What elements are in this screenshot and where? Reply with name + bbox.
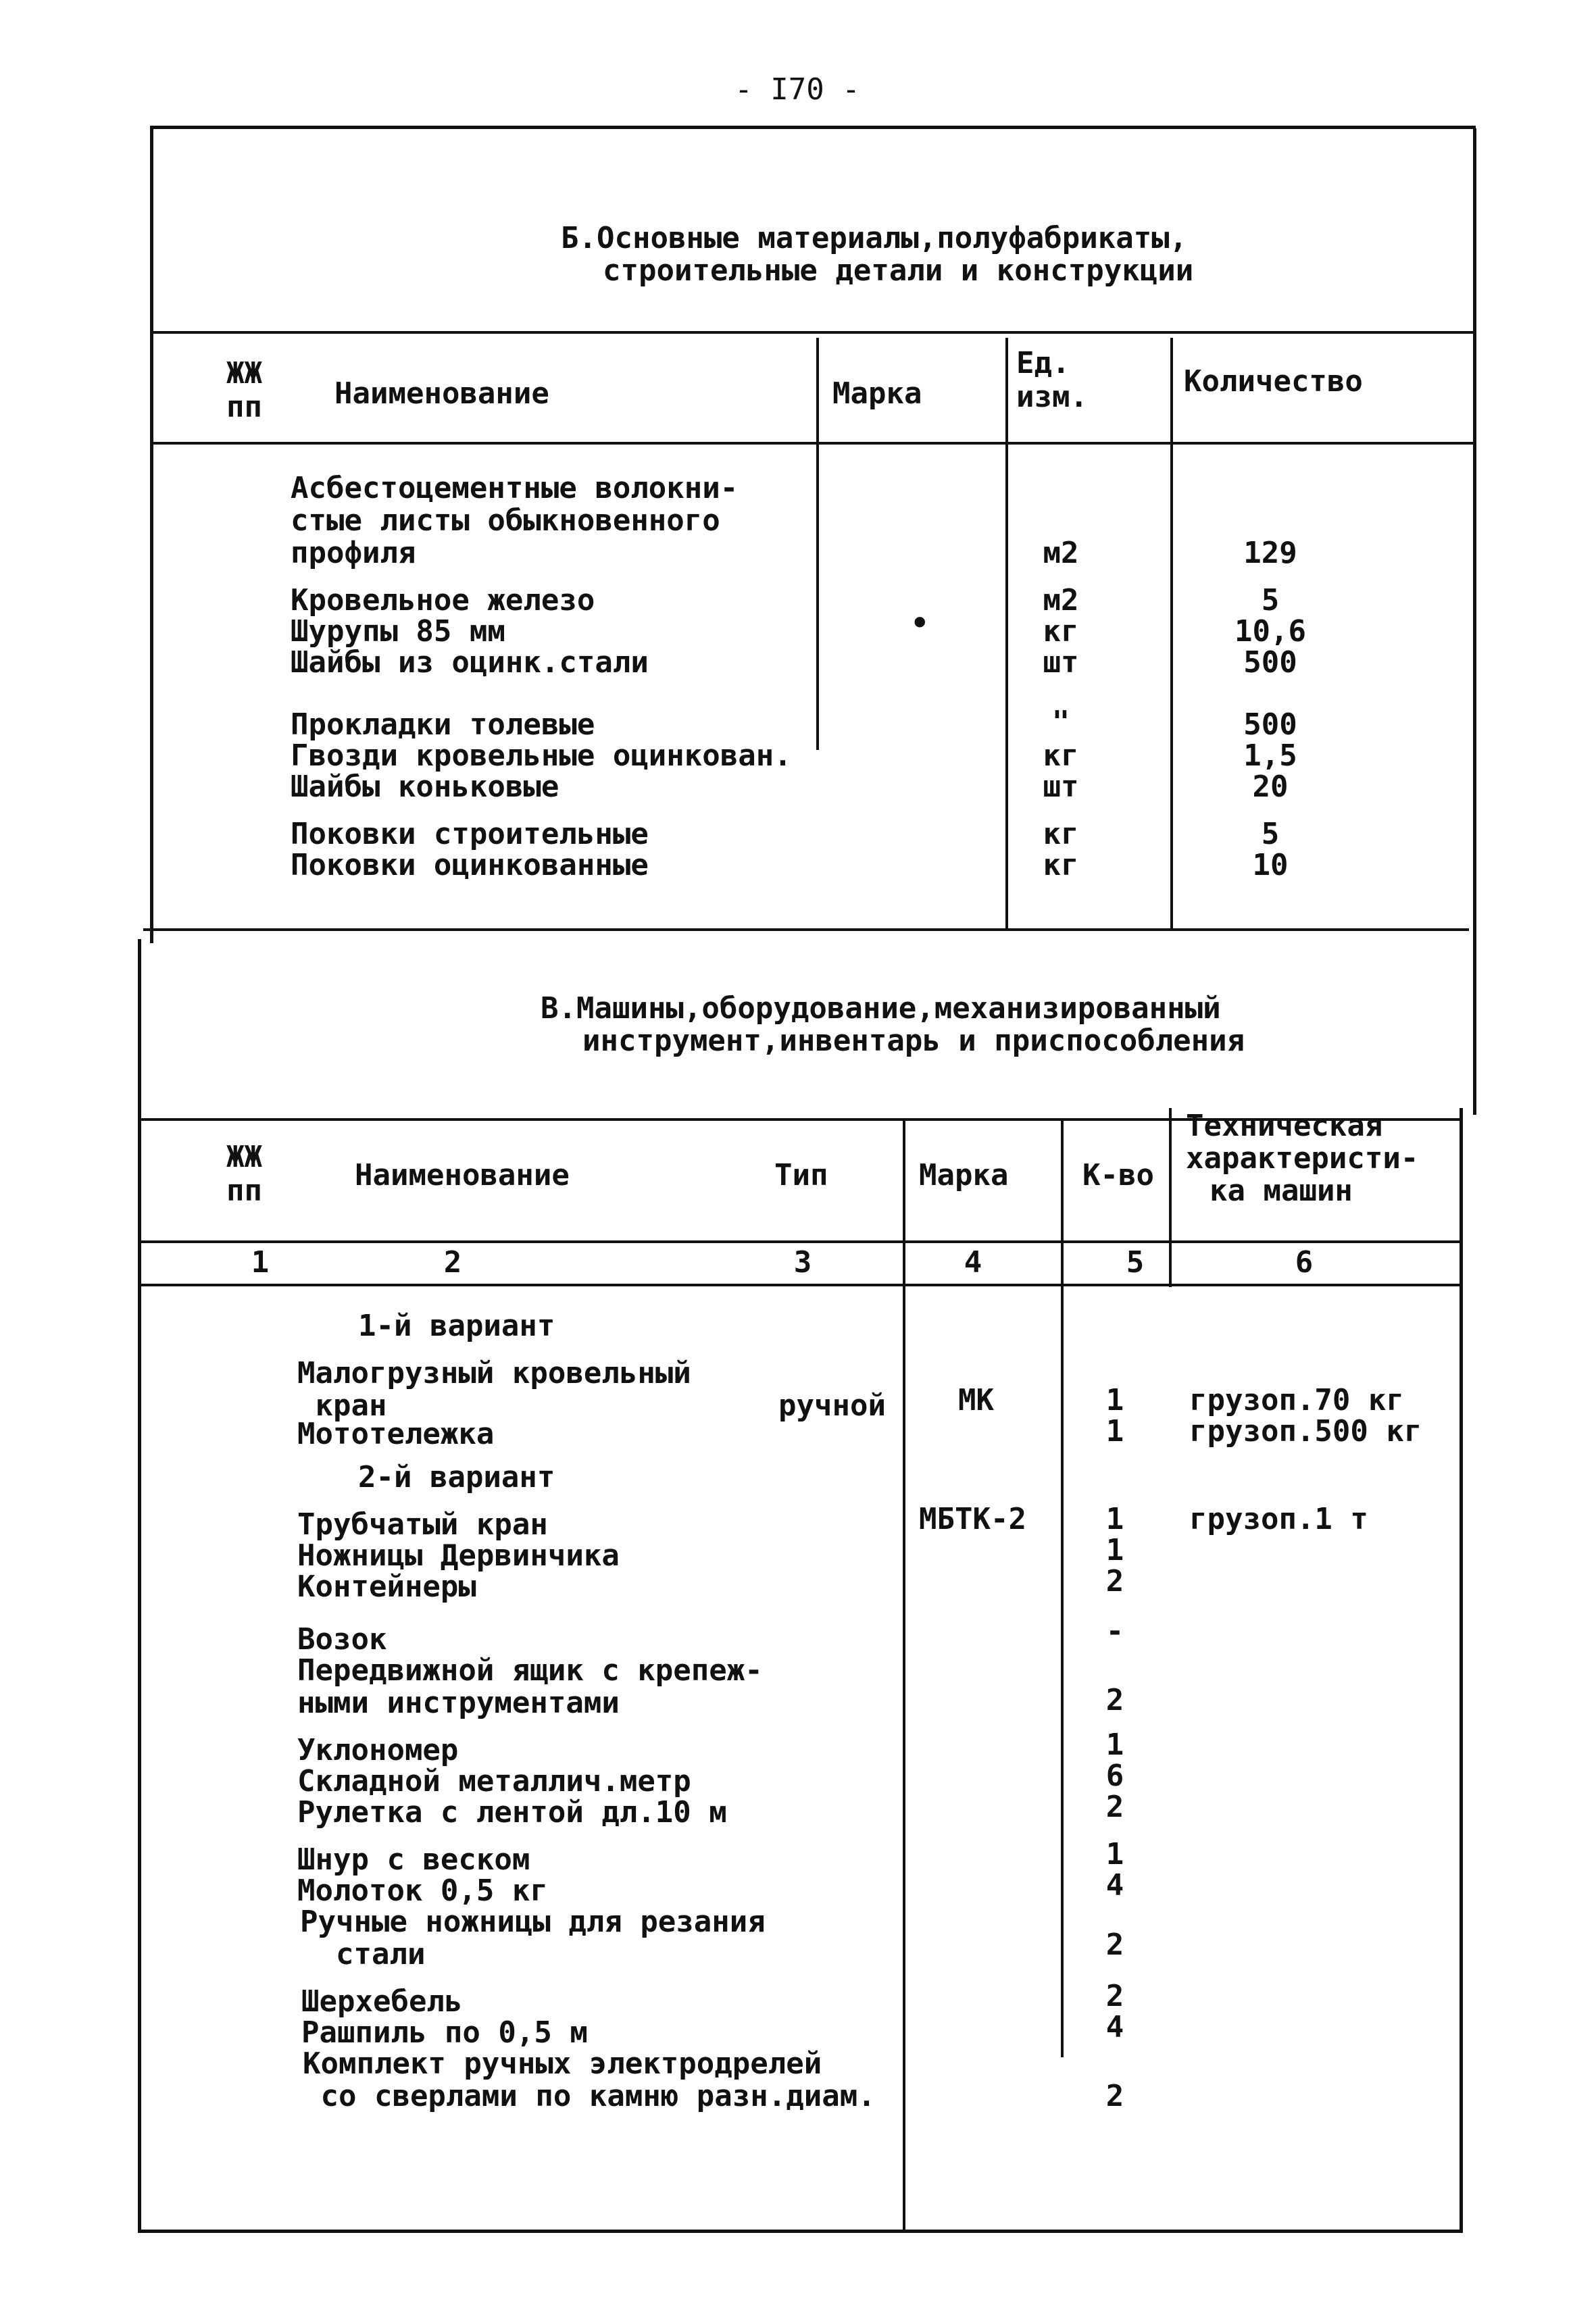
section-b-col-sep-2 <box>1005 338 1008 928</box>
section-b-title-line1: Б.Основные материалы,полуфабрикаты, <box>561 221 1188 255</box>
item-unit: шт <box>1043 645 1079 680</box>
item-qty: 4 <box>1105 1868 1124 1903</box>
item-qty: 1 <box>1105 1533 1124 1567</box>
section-v-header-tech-l2: характеристи- <box>1186 1141 1419 1176</box>
section-v-header-name: Наименование <box>355 1158 570 1192</box>
item-name-line: Гвозди кровельные оцинкован. <box>291 738 792 773</box>
section-b-header-unit-l1: Ед. <box>1016 346 1070 380</box>
column-number: 1 <box>251 1245 270 1280</box>
item-name-line: Кровельное железо <box>291 583 595 618</box>
item-type: ручной <box>778 1388 886 1423</box>
section-v-col-sep-3 <box>1169 1108 1172 1287</box>
item-name-line: Поковки оцинкованные <box>291 848 649 882</box>
section-v-col-sep-2 <box>1061 1118 1064 2057</box>
item-qty: 2 <box>1105 1790 1124 1824</box>
variant-1-label: 1-й вариант <box>358 1309 555 1343</box>
item-qty: 10 <box>1252 848 1289 882</box>
item-qty: 10,6 <box>1235 614 1306 649</box>
item-name-line: Рулетка с лентой дл.10 м <box>297 1795 727 1830</box>
item-qty: 2 <box>1105 1928 1124 1962</box>
item-name-line: стали <box>300 1937 426 1971</box>
section-v-header-mark: Марка <box>919 1158 1009 1192</box>
item-name-line: Шайбы коньковые <box>291 770 559 804</box>
item-qty: 6 <box>1105 1759 1124 1793</box>
item-name-line: Контейнеры <box>297 1569 476 1604</box>
item-name-line: Трубчатый кран <box>297 1507 548 1542</box>
item-name-line: Комплект ручных электродрелей <box>303 2046 822 2081</box>
column-number: 6 <box>1295 1245 1314 1280</box>
item-qty: 129 <box>1243 536 1297 570</box>
item-qty: 1 <box>1105 1414 1124 1449</box>
item-name-line: Поковки строительные <box>291 817 649 851</box>
section-b-header-bottom-rule <box>150 442 1476 445</box>
section-b-col-sep-1 <box>816 338 819 750</box>
frame-right-lower <box>1460 1108 1463 2233</box>
section-v-header-qty: К-во <box>1082 1158 1154 1192</box>
item-qty: 20 <box>1252 770 1289 804</box>
item-unit: м2 <box>1043 583 1079 618</box>
item-tech: грузоп.70 кг <box>1189 1383 1404 1417</box>
item-tech: грузоп.1 т <box>1189 1502 1368 1536</box>
frame-left-lower <box>138 939 141 2233</box>
section-v-colnum-bottom-rule <box>138 1284 1462 1286</box>
item-mark: МК <box>958 1383 994 1417</box>
column-number: 2 <box>443 1245 462 1280</box>
section-b-header-num-l1: ЖЖ <box>226 356 262 391</box>
item-tech: грузоп.500 кг <box>1189 1414 1422 1449</box>
item-name-line: Прокладки толевые <box>291 707 595 742</box>
item-name-line: Шурупы 85 мм <box>291 614 505 649</box>
section-b-header-mark: Марка <box>832 376 922 411</box>
item-mark: • <box>911 606 929 640</box>
section-b-header-qty: Количество <box>1184 364 1363 399</box>
item-qty: 2 <box>1105 2079 1124 2113</box>
item-name-line: Рашпиль по 0,5 м <box>301 2015 588 2050</box>
item-name-line: стые листы обыкновенного <box>291 503 720 538</box>
item-name-line: Складной металлич.метр <box>297 1764 691 1799</box>
item-unit: шт <box>1043 770 1079 804</box>
item-name-line: Ручные ножницы для резания <box>300 1905 766 1939</box>
item-qty: 1 <box>1105 1383 1124 1417</box>
item-qty: 2 <box>1105 1683 1124 1717</box>
frame-right <box>1473 128 1476 1115</box>
frame-left <box>150 126 153 943</box>
item-qty: - <box>1105 1614 1124 1649</box>
section-v-title-line1: В.Машины,оборудование,механизированный <box>541 991 1221 1026</box>
section-v-header-bottom-rule <box>138 1240 1462 1243</box>
item-name-line: Малогрузный кровельный <box>297 1356 691 1390</box>
item-name-line: Асбестоцементные волокни- <box>291 471 739 505</box>
item-name-line: Передвижной ящик с крепеж- <box>297 1653 763 1688</box>
item-qty: 5 <box>1261 583 1280 618</box>
item-name-line: ными инструментами <box>297 1686 620 1720</box>
item-unit: м2 <box>1043 536 1079 570</box>
item-unit: кг <box>1043 848 1079 882</box>
section-b-header-unit-l2: изм. <box>1016 380 1088 414</box>
item-unit: кг <box>1043 817 1079 851</box>
item-qty: 1,5 <box>1243 738 1297 773</box>
section-v-header-type: Тип <box>774 1158 828 1192</box>
item-mark: МБТК-2 <box>919 1502 1026 1536</box>
item-name-line: Шайбы из оцинк.стали <box>291 645 649 680</box>
item-qty: 5 <box>1261 817 1280 851</box>
section-b-col-sep-3 <box>1170 338 1173 928</box>
section-v-header-num-l1: ЖЖ <box>226 1140 262 1174</box>
page-number: - I70 - <box>734 72 860 107</box>
column-number: 3 <box>793 1245 812 1280</box>
section-b-header-num-l2: пп <box>226 390 262 424</box>
section-v-title-line2: инструмент,инвентарь и приспособления <box>582 1024 1245 1058</box>
item-name-line: Мототележка <box>297 1417 495 1451</box>
item-name-line: Шерхебель <box>301 1984 463 2019</box>
item-name-line: Ножницы Дервинчика <box>297 1538 620 1573</box>
section-b-header-name: Наименование <box>334 376 549 411</box>
item-qty: 500 <box>1243 645 1297 680</box>
item-unit: кг <box>1043 738 1079 773</box>
column-number: 5 <box>1126 1245 1145 1280</box>
item-qty: 1 <box>1105 1502 1124 1536</box>
variant-2-label: 2-й вариант <box>358 1460 555 1494</box>
item-name-line: Уклономер <box>297 1733 459 1767</box>
section-v-header-tech-l3: ка машин <box>1210 1174 1353 1208</box>
item-unit: " <box>1051 705 1070 739</box>
item-name-line: профиля <box>291 536 416 570</box>
section-b-bottom-rule <box>143 928 1469 931</box>
item-qty: 1 <box>1105 1728 1124 1762</box>
item-name-line: Шнур с веском <box>297 1842 530 1877</box>
frame-bottom <box>138 2230 1462 2233</box>
column-number: 4 <box>964 1245 982 1280</box>
section-b-header-top-rule <box>150 331 1476 334</box>
item-name-line: Молоток 0,5 кг <box>297 1873 548 1908</box>
section-v-col-sep-1 <box>903 1118 905 2230</box>
section-v-header-tech-l1: Техническая <box>1186 1109 1383 1143</box>
item-name-line: Возок <box>297 1622 387 1657</box>
section-v-header-num-l2: пп <box>226 1174 262 1208</box>
section-b-title-line2: строительные детали и конструкции <box>603 253 1194 288</box>
item-qty: 2 <box>1105 1564 1124 1599</box>
item-qty: 500 <box>1243 707 1297 742</box>
item-name-line: кран <box>297 1388 387 1423</box>
item-qty: 4 <box>1105 2010 1124 2044</box>
item-qty: 1 <box>1105 1837 1124 1871</box>
frame-top <box>150 126 1476 129</box>
item-qty: 2 <box>1105 1979 1124 2013</box>
item-name-line: со сверлами по камню разн.диам. <box>303 2079 876 2113</box>
item-unit: кг <box>1043 614 1079 649</box>
